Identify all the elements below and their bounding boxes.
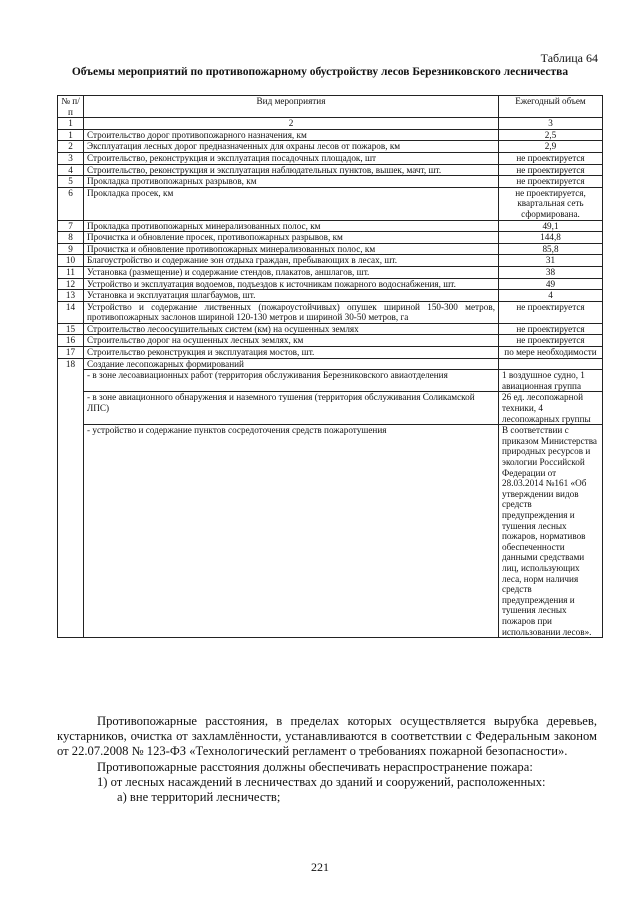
row-num: 18: [58, 358, 84, 637]
row-num: 12: [58, 278, 84, 290]
table-label: Таблица 64: [540, 51, 598, 65]
column-number-row: [58, 118, 603, 130]
table-sub-row: [58, 425, 603, 638]
row-volume: не проектируется: [499, 152, 603, 164]
fire-measures-table: [57, 95, 603, 638]
row-volume: 38: [499, 266, 603, 278]
row-volume: не проектируется: [499, 301, 603, 323]
sub-row-volume: 1 воздушное судно, 1 авиационная группа: [499, 370, 603, 392]
sub-row-activity: - в зоне авиационного обнаружения и наземного тушения (территория обслуживания Соликамской ЛПС): [84, 392, 499, 425]
table-row: [58, 266, 603, 278]
row-num: 7: [58, 220, 84, 232]
table-title: Объемы мероприятий по противопожарному обустройству лесов Березниковского лесничества: [71, 66, 569, 78]
paragraph: 1) от лесных насаждений в лесничествах до зданий и сооружений, расположенных:: [97, 774, 546, 789]
row-num: 16: [58, 335, 84, 347]
row-activity: Строительство дорог противопожарного назначения, км: [84, 129, 499, 141]
column-number: 3: [499, 118, 603, 130]
row-num: 2: [58, 141, 84, 153]
row-activity: Прокладка противопожарных минерализованных полос, км: [84, 220, 499, 232]
table-header-row: [58, 96, 603, 118]
table-row: [58, 232, 603, 244]
row-num: 17: [58, 347, 84, 359]
row-volume: 31: [499, 255, 603, 267]
page-number: 221: [311, 860, 329, 874]
row-volume: не проектируется: [499, 176, 603, 188]
row-volume: 85,8: [499, 243, 603, 255]
table-row: [58, 164, 603, 176]
sub-row-activity: - в зоне лесоавиационных работ (территория обслуживания Березниковского авиаотделения: [84, 370, 499, 392]
table-row: [58, 358, 603, 370]
row-volume: не проектируется: [499, 164, 603, 176]
row-volume: 49: [499, 278, 603, 290]
row-num: 3: [58, 152, 84, 164]
row-volume: 2,5: [499, 129, 603, 141]
table-row: [58, 152, 603, 164]
row-volume: не проектируется: [499, 335, 603, 347]
sub-row-activity: - устройство и содержание пунктов сосредоточения средств пожаротушения: [84, 425, 499, 638]
row-num: 1: [58, 129, 84, 141]
column-number: 1: [58, 118, 84, 130]
header-num: № п/п: [58, 96, 84, 118]
table-row: [58, 176, 603, 188]
row-volume: 2,9: [499, 141, 603, 153]
table-row: [58, 255, 603, 267]
row-num: 6: [58, 187, 84, 220]
table-row: [58, 335, 603, 347]
row-activity: Устройство и эксплуатация водоемов, подъездов к источникам пожарного водоснабжения, шт.: [84, 278, 499, 290]
row-num: 10: [58, 255, 84, 267]
row-activity: Строительство, реконструкция и эксплуатация наблюдательных пунктов, вышек, мачт, шт.: [84, 164, 499, 176]
body-text: [57, 714, 597, 805]
table-row: [58, 290, 603, 302]
table-row: [58, 323, 603, 335]
paragraph: а) вне территорий лесничеств;: [117, 790, 281, 805]
row-activity: Прокладка просек, км: [84, 187, 499, 220]
row-num: 8: [58, 232, 84, 244]
row-num: 4: [58, 164, 84, 176]
sub-row-volume: 26 ед. лесопожарной техники, 4 лесопожарных группы: [499, 392, 603, 425]
table-row: [58, 347, 603, 359]
row-volume: не проектируется, квартальная сеть сформирована.: [499, 187, 603, 220]
row-volume: 144,8: [499, 232, 603, 244]
row-volume: не проектируется: [499, 323, 603, 335]
row-volume: 4: [499, 290, 603, 302]
table-row: [58, 129, 603, 141]
column-number: 2: [84, 118, 499, 130]
row-num: 14: [58, 301, 84, 323]
row-num: 15: [58, 323, 84, 335]
row-activity: Устройство и содержание лиственных (пожароустойчивых) опушек шириной 150-300 метров, противопожарных заслонов шириной 120-130 метров и шириной 30-50 метров, га: [84, 301, 499, 323]
row-activity: Установка и эксплуатация шлагбаумов, шт.: [84, 290, 499, 302]
paragraph: Противопожарные расстояния должны обеспечивать нераспространение пожара:: [97, 759, 533, 774]
row-activity: Прочистка и обновление противопожарных минерализованных полос, км: [84, 243, 499, 255]
row-activity: Строительство, реконструкция и эксплуатация посадочных площадок, шт: [84, 152, 499, 164]
table-row: [58, 220, 603, 232]
header-activity: Вид мероприятия: [84, 96, 499, 118]
row-activity: Прочистка и обновление просек, противопожарных разрывов, км: [84, 232, 499, 244]
row-volume: по мере необходимости: [499, 347, 603, 359]
table-row: [58, 187, 603, 220]
paragraph: Противопожарные расстояния, в пределах которых осуществляется вырубка деревьев, кустарников, очистка от захламлённости, устанавливаются в соответствии с Федеральным законом от 22.07.2008 № 123-ФЗ «Технологический регламент о требованиях пожарной безопасности».: [57, 714, 597, 759]
table-row: [58, 243, 603, 255]
row-activity: Эксплуатация лесных дорог предназначенных для охраны лесов от пожаров, км: [84, 141, 499, 153]
table-row: [58, 141, 603, 153]
sub-row-volume: В соответствии с приказом Министерства природных ресурсов и экологии Российской Федерации от 28.03.2014 №161 «Об утверждении видов средств предупреждения и тушения лесных пожаров, нормативов обеспеченности данными средствами лиц, использующих леса, норм наличия средств предупреждения и тушения лесных пожаров при использовании лесов».: [499, 425, 603, 638]
row-activity: Создание лесопожарных формирований: [84, 358, 499, 370]
table-row: [58, 278, 603, 290]
header-volume: Ежегодный объем: [499, 96, 603, 118]
row-activity: Благоустройство и содержание зон отдыха граждан, пребывающих в лесах, шт.: [84, 255, 499, 267]
row-activity: Прокладка противопожарных разрывов, км: [84, 176, 499, 188]
row-activity: Строительство дорог на осушенных лесных землях, км: [84, 335, 499, 347]
row-num: 9: [58, 243, 84, 255]
row-num: 5: [58, 176, 84, 188]
row-activity: Установка (размещение) и содержание стендов, плакатов, аншлагов, шт.: [84, 266, 499, 278]
row-volume: [499, 358, 603, 370]
table-sub-row: [58, 370, 603, 392]
row-activity: Строительство реконструкция и эксплуатация мостов, шт.: [84, 347, 499, 359]
table-row: [58, 301, 603, 323]
table-sub-row: [58, 392, 603, 425]
row-volume: 49,1: [499, 220, 603, 232]
row-activity: Строительство лесоосушительных систем (км) на осушенных землях: [84, 323, 499, 335]
row-num: 11: [58, 266, 84, 278]
row-num: 13: [58, 290, 84, 302]
